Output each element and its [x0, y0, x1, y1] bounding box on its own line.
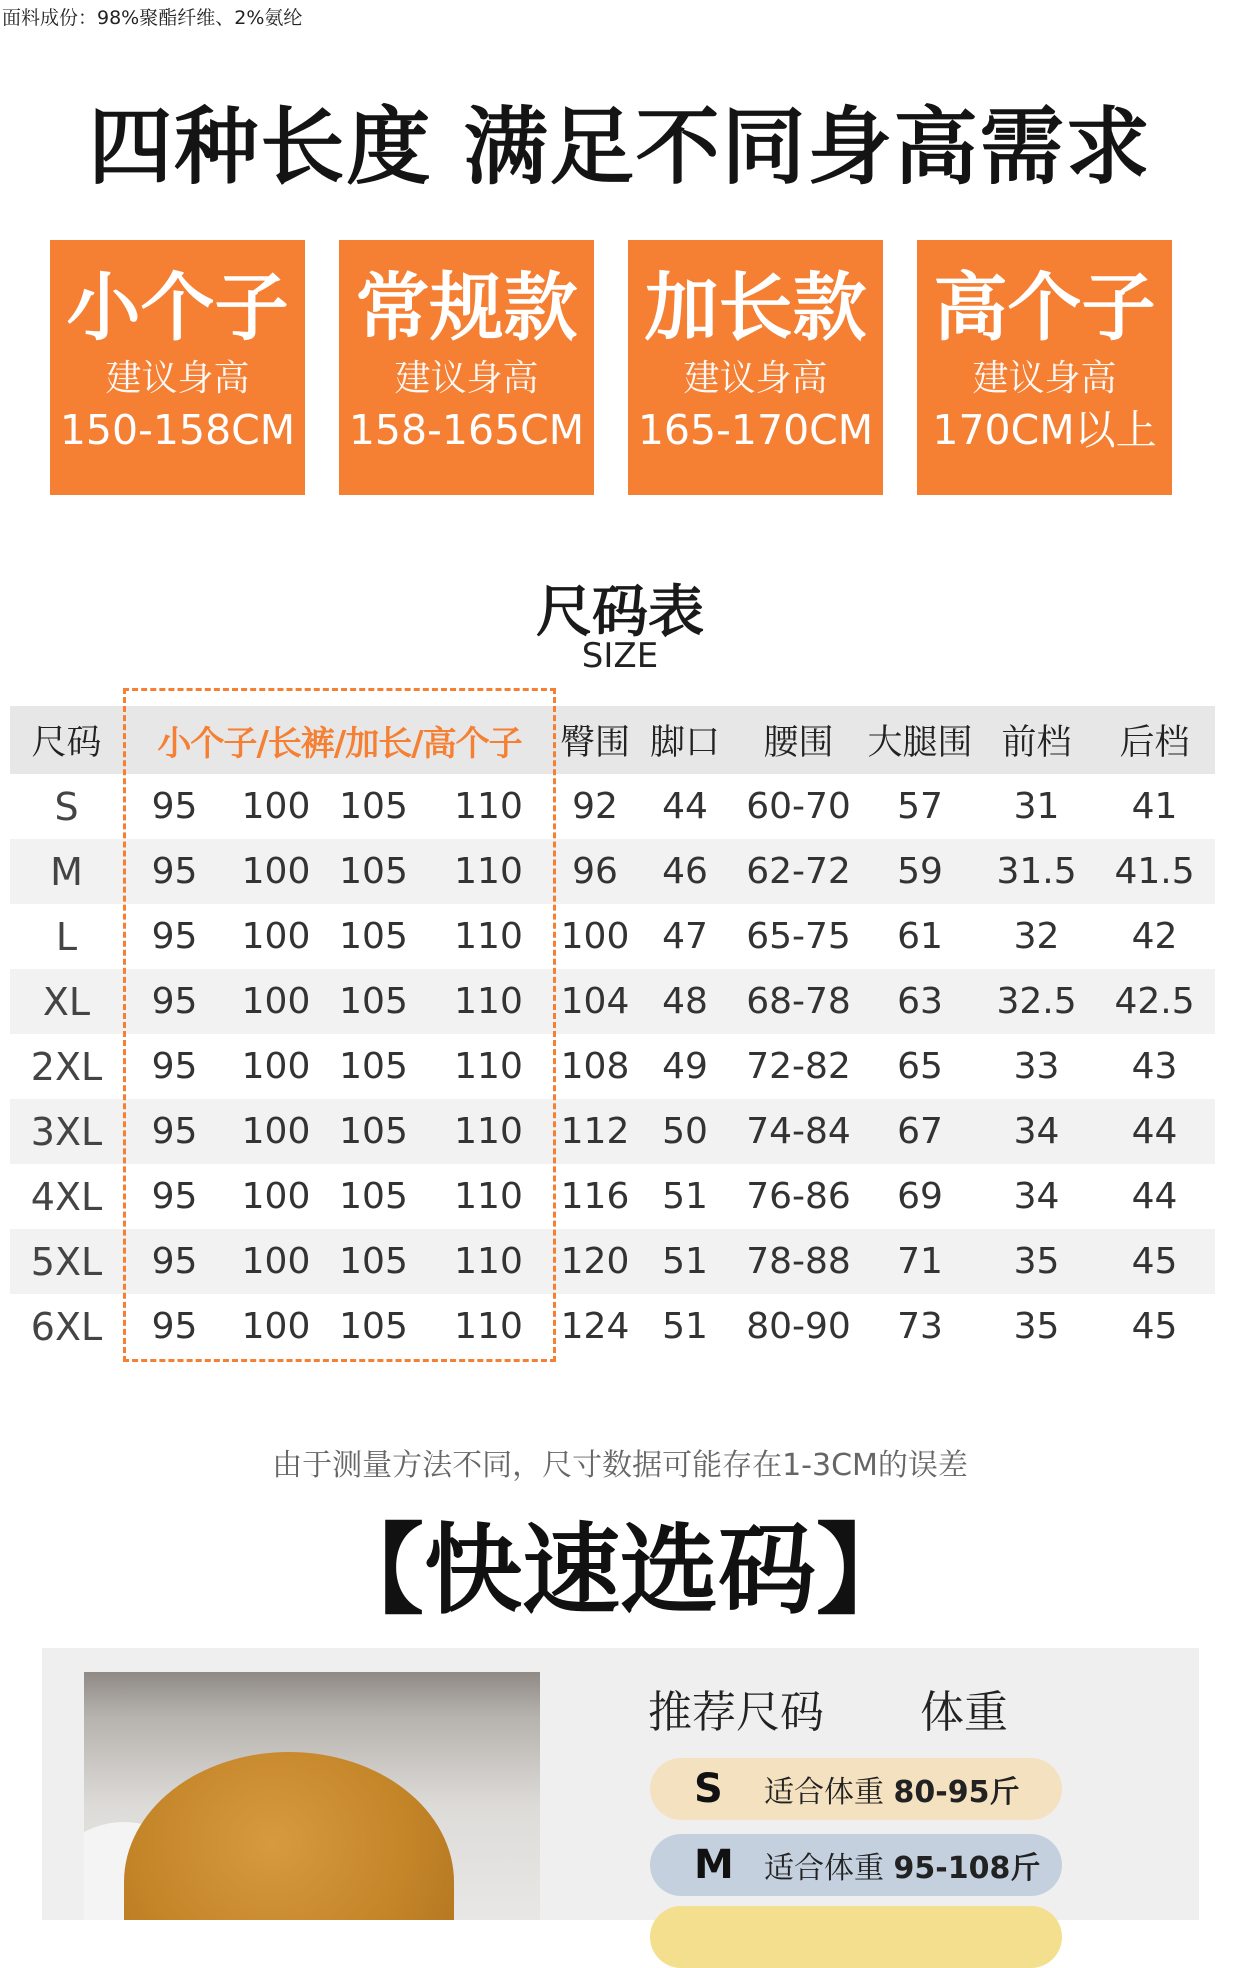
value-cell: 72-82 [746, 1046, 851, 1087]
value-cell: 100 [226, 1229, 326, 1294]
value-cell: 110 [454, 1176, 523, 1217]
value-cell: 62-72 [736, 839, 861, 904]
value-cell: 41.5 [1094, 839, 1215, 904]
length-subtitle: 建议身高 [394, 358, 539, 399]
size-cell: XL [10, 969, 123, 1034]
size-chart-subtitle: SIZE [581, 636, 659, 676]
value-cell: 105 [339, 1176, 408, 1217]
value-cell: 42 [1131, 916, 1178, 957]
table-header-row [10, 706, 1215, 774]
value-cell: 61 [897, 916, 943, 957]
size-chart-title: 尺码表 [536, 580, 704, 645]
value-cell: 105 [326, 1099, 421, 1164]
size-cell: M [10, 839, 123, 904]
value-cell: 33 [1013, 1046, 1060, 1087]
value-cell: 35 [1013, 1306, 1060, 1347]
table-row [10, 1164, 1215, 1229]
length-title: 常规款 [355, 265, 578, 351]
value-cell: 124 [560, 1306, 630, 1347]
value-cell: 110 [421, 1229, 556, 1294]
header-thigh: 大腿围 [861, 706, 979, 774]
length-title: 高个子 [933, 265, 1156, 351]
measurement-note: 由于测量方法不同，尺寸数据可能存在1-3CM的误差 [272, 1448, 968, 1483]
value-cell: 31.5 [979, 839, 1094, 904]
value-cell: 100 [241, 786, 311, 827]
value-cell: 44 [1094, 1099, 1215, 1164]
header-size: 尺码 [10, 706, 123, 774]
value-cell: 100 [241, 1046, 311, 1087]
value-cell: 120 [556, 1229, 634, 1294]
value-cell: 108 [560, 1046, 630, 1087]
value-cell: 116 [560, 1176, 630, 1217]
size-cell: 6XL [30, 1304, 103, 1349]
size-cell: S [54, 784, 79, 829]
value-cell: 49 [662, 1046, 708, 1087]
value-cell: 110 [454, 1046, 523, 1087]
value-cell: 51 [634, 1229, 736, 1294]
table-row [10, 1034, 1215, 1099]
value-cell: 110 [421, 839, 556, 904]
table-row [10, 774, 1215, 839]
value-cell: 105 [339, 1306, 408, 1347]
value-cell: 95 [123, 839, 226, 904]
quick-size-title: 【快速选码】 [325, 1514, 914, 1628]
value-cell: 104 [556, 969, 634, 1034]
value-cell: 100 [226, 1099, 326, 1164]
value-cell: 69 [897, 1176, 943, 1217]
header-waist: 腰围 [736, 706, 861, 774]
value-cell: 51 [662, 1306, 708, 1347]
value-cell: 92 [572, 786, 618, 827]
value-cell: 63 [861, 969, 979, 1034]
page-headline: 四种长度 满足不同身高需求 [88, 98, 1152, 196]
table-row [10, 1099, 1215, 1164]
pill-text: 适合体重 80-95斤 [764, 1775, 1020, 1810]
value-cell: 50 [634, 1099, 736, 1164]
value-cell: 100 [226, 969, 326, 1034]
value-cell: 44 [1131, 1176, 1178, 1217]
header-back-rise: 后档 [1094, 706, 1215, 774]
length-card-long [628, 240, 883, 495]
value-cell: 100 [241, 1176, 311, 1217]
value-cell: 95 [123, 969, 226, 1034]
length-range: 170CM以上 [932, 406, 1157, 454]
value-cell: 45 [1094, 1229, 1215, 1294]
value-cell: 78-88 [736, 1229, 861, 1294]
value-cell: 80-90 [746, 1306, 851, 1347]
value-cell: 57 [897, 786, 943, 827]
value-cell: 43 [1131, 1046, 1178, 1087]
value-cell: 45 [1131, 1306, 1178, 1347]
value-cell: 112 [556, 1099, 634, 1164]
value-cell: 100 [241, 1306, 311, 1347]
value-cell: 95 [123, 1099, 226, 1164]
value-cell: 65 [897, 1046, 943, 1087]
value-cell: 105 [339, 1046, 408, 1087]
value-cell: 65-75 [746, 916, 851, 957]
length-card-petite [50, 240, 305, 495]
value-cell: 105 [339, 916, 408, 957]
value-cell: 48 [634, 969, 736, 1034]
value-cell: 32 [1013, 916, 1060, 957]
value-cell: 105 [326, 969, 421, 1034]
value-cell: 100 [241, 916, 311, 957]
value-cell: 95 [151, 1306, 198, 1347]
value-cell: 110 [454, 916, 523, 957]
size-pill-next [650, 1906, 1062, 1968]
pill-size: M [694, 1842, 734, 1888]
length-subtitle: 建议身高 [105, 358, 250, 399]
value-cell: 96 [556, 839, 634, 904]
header-front-rise: 前档 [979, 706, 1094, 774]
value-cell: 95 [151, 1176, 198, 1217]
value-cell: 46 [634, 839, 736, 904]
size-table [10, 706, 1215, 1359]
length-card-regular [339, 240, 594, 495]
value-cell: 100 [226, 839, 326, 904]
value-cell: 34 [979, 1099, 1094, 1164]
header-hem: 脚口 [634, 706, 736, 774]
table-row [10, 969, 1215, 1034]
header-length: 小个子/长裤/加长/高个子 [123, 706, 556, 774]
product-photo [84, 1672, 540, 1920]
value-cell: 68-78 [736, 969, 861, 1034]
value-cell: 105 [339, 786, 408, 827]
size-pill-s [650, 1758, 1062, 1820]
length-card-tall [917, 240, 1172, 495]
value-cell: 95 [151, 916, 198, 957]
weight-heading: 体重 [920, 1687, 1008, 1738]
length-range: 158-165CM [348, 406, 585, 454]
recommend-size-heading: 推荐尺码 [648, 1687, 824, 1738]
value-cell: 71 [861, 1229, 979, 1294]
length-subtitle: 建议身高 [972, 358, 1117, 399]
pill-size: S [694, 1766, 723, 1812]
pill-text: 适合体重 95-108斤 [764, 1851, 1041, 1886]
value-cell: 110 [421, 1099, 556, 1164]
length-subtitle: 建议身高 [683, 358, 828, 399]
length-range: 150-158CM [59, 406, 296, 454]
value-cell: 32.5 [979, 969, 1094, 1034]
fabric-composition: 面料成份：98%聚酯纤维、2%氨纶 [2, 7, 303, 29]
value-cell: 105 [326, 839, 421, 904]
value-cell: 95 [123, 1229, 226, 1294]
size-cell: 3XL [10, 1099, 123, 1164]
value-cell: 100 [560, 916, 630, 957]
value-cell: 74-84 [736, 1099, 861, 1164]
value-cell: 34 [1013, 1176, 1060, 1217]
value-cell: 41 [1131, 786, 1178, 827]
length-range: 165-170CM [637, 406, 874, 454]
value-cell: 110 [421, 969, 556, 1034]
table-row [10, 839, 1215, 904]
value-cell: 95 [151, 786, 198, 827]
value-cell: 47 [662, 916, 708, 957]
value-cell: 110 [454, 1306, 523, 1347]
value-cell: 44 [662, 786, 708, 827]
size-cell: 2XL [30, 1044, 103, 1089]
value-cell: 51 [662, 1176, 708, 1217]
size-cell: L [55, 914, 78, 959]
size-cell: 5XL [10, 1229, 123, 1294]
value-cell: 110 [454, 786, 523, 827]
length-title: 加长款 [644, 265, 867, 351]
table-row [10, 904, 1215, 969]
value-cell: 73 [897, 1306, 943, 1347]
value-cell: 105 [326, 1229, 421, 1294]
value-cell: 35 [979, 1229, 1094, 1294]
value-cell: 59 [861, 839, 979, 904]
value-cell: 76-86 [746, 1176, 851, 1217]
table-row [10, 1294, 1215, 1359]
header-hip: 臀围 [556, 706, 634, 774]
value-cell: 42.5 [1094, 969, 1215, 1034]
value-cell: 60-70 [746, 786, 851, 827]
length-title: 小个子 [66, 265, 289, 351]
value-cell: 31 [1013, 786, 1060, 827]
value-cell: 95 [151, 1046, 198, 1087]
size-pill-m [650, 1834, 1062, 1896]
size-cell: 4XL [30, 1174, 103, 1219]
value-cell: 67 [861, 1099, 979, 1164]
table-row [10, 1229, 1215, 1294]
